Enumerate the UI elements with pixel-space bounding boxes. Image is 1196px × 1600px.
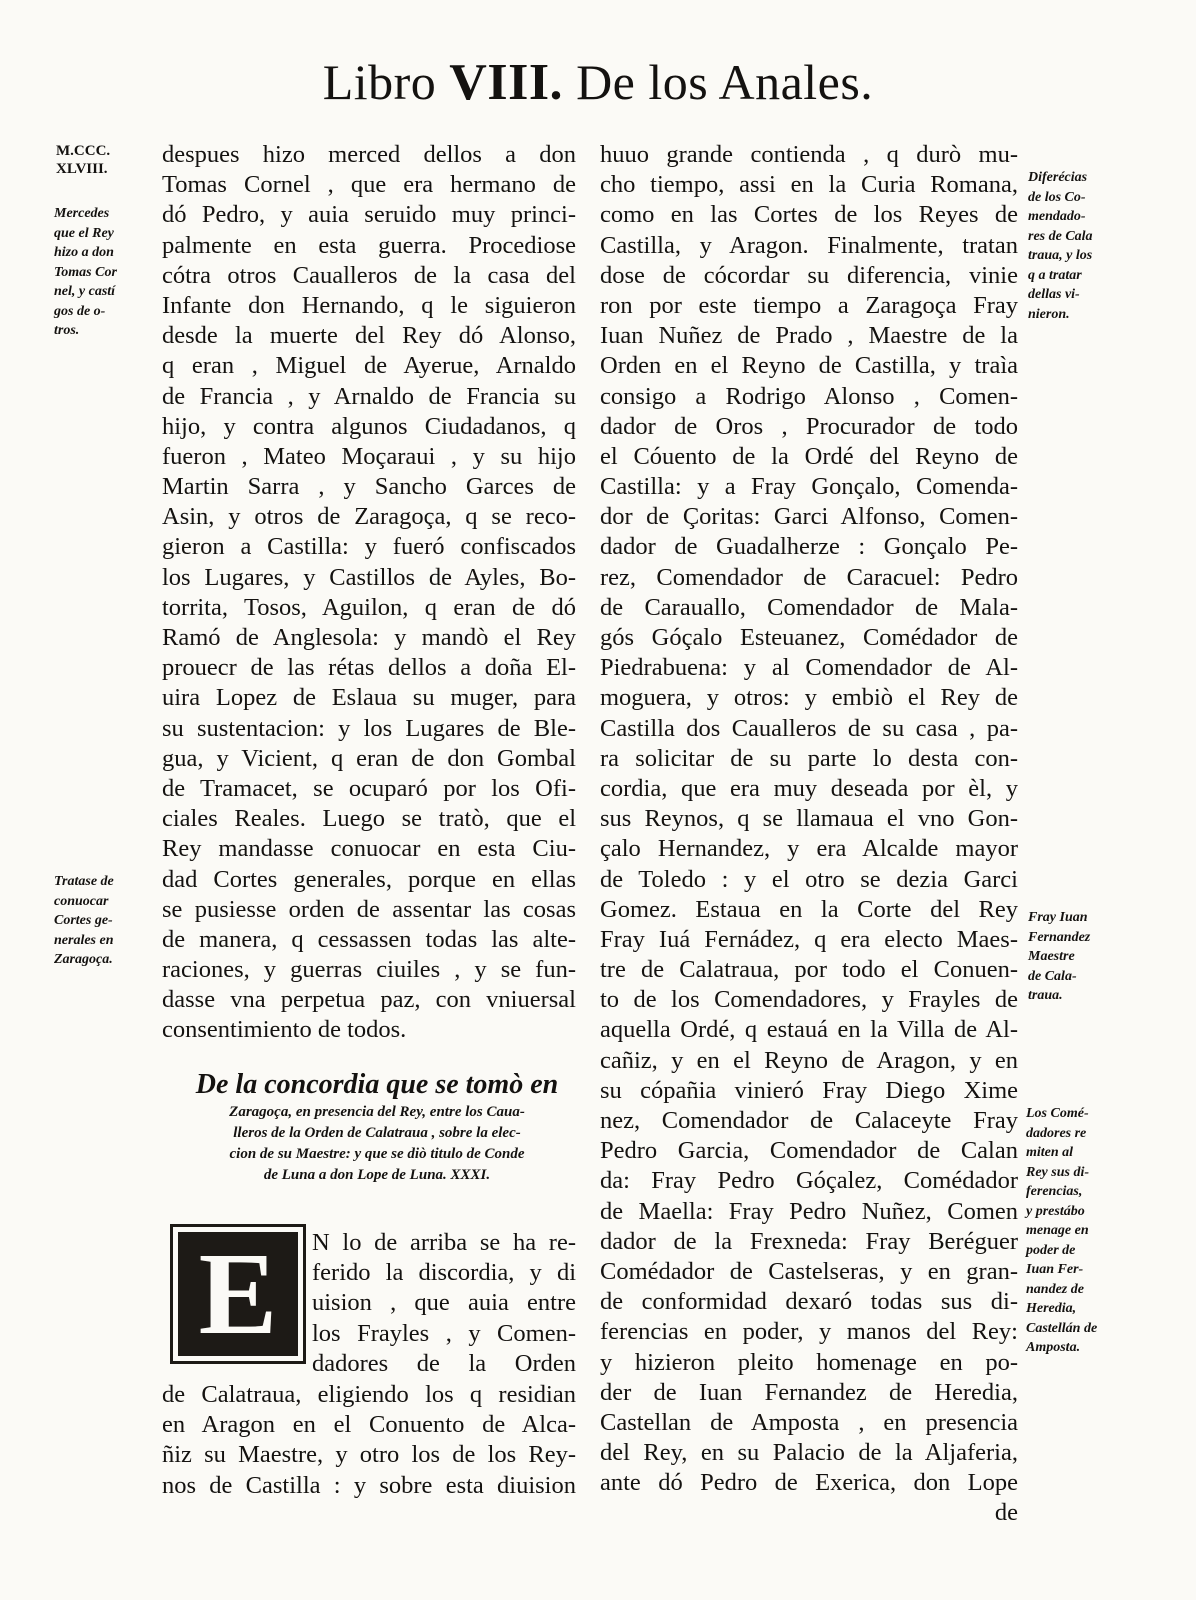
chapter-title: De la concordia que se tomò en (195, 1069, 559, 1100)
text-line: çalo Hernandez, y era Alcalde mayor (600, 835, 1018, 863)
text-line: huuo grande contienda , q durò mu- (600, 141, 1018, 168)
text-line: los Lugares, y Castillos de Ayles, Bo- (162, 563, 576, 591)
text-line: ferencias en poder, y manos del Rey: (600, 1318, 1018, 1346)
year-marginal (56, 142, 110, 178)
text-line: cordia, que era muy deseada por èl, y (600, 774, 1018, 802)
running-header (0, 52, 1196, 113)
margin-line: Los Comé- (1026, 1106, 1089, 1121)
margin-line: tros. (54, 323, 80, 338)
text-line: Fray Iuá Fernádez, q era electo Maes- (600, 925, 1018, 953)
dropcap-lines (312, 1228, 576, 1379)
text-line: Castilla: y a Fray Gonçalo, Comenda- (600, 473, 1018, 501)
margin-line: traua. (1028, 988, 1063, 1003)
text-line: uira Lopez de Eslaua su muger, para (162, 684, 576, 712)
margin-line: Cortes ge- (54, 913, 113, 928)
text-line: el Cóuento de la Ordé del Reyno de (600, 442, 1018, 470)
text-line: Castellan de Amposta , en presencia (600, 1408, 1018, 1436)
margin-line: que el Rey (54, 225, 114, 241)
text-line: to de los Comendadores, y Frayles de (600, 986, 1018, 1014)
text-line: del Rey, en su Palacio de la Aljaferia, (600, 1439, 1018, 1467)
text-line: N lo de arriba se ha re- (312, 1229, 576, 1256)
text-line: da: Fray Pedro Góçalez, Comédador (600, 1167, 1018, 1195)
text-line: de Tramacet, se ocuparó por los Ofi- (162, 774, 576, 802)
margin-note-comendadores (1026, 1104, 1097, 1358)
text-line: nez, Comendador de Calaceyte Fray (600, 1107, 1018, 1134)
text-line: gieron a Castilla: y fueró confiscados (162, 533, 576, 561)
text-line: Tomas Cornel , que era hermano de (162, 171, 576, 199)
margin-line: y prestábo (1026, 1203, 1085, 1219)
text-line: torrita, Tosos, Aguilon, q eran de dó (162, 593, 576, 621)
margin-line: dadores re (1026, 1125, 1087, 1141)
text-line: Piedrabuena: y al Comendador de Al- (600, 654, 1018, 682)
text-line: despues hizo merced dellos a don (162, 141, 576, 168)
text-line: ñiz su Maestre, y otro los de los Rey- (162, 1441, 576, 1469)
margin-line: res de Cala (1028, 228, 1093, 244)
text-line: nos de Castilla : y sobre esta diuision (162, 1471, 576, 1499)
margin-line: nieron. (1028, 306, 1070, 322)
margin-note-cortes (54, 872, 114, 970)
text-line: Castilla dos Caualleros de su casa , pa- (600, 714, 1018, 742)
margin-line: Castellán de (1026, 1320, 1098, 1336)
margin-line: ferencias, (1026, 1184, 1083, 1199)
text-line: dó Pedro, y auia seruido muy princi- (162, 201, 576, 229)
book-number: VIII. (449, 54, 564, 111)
text-line: dador de Oros , Procurador de todo (600, 412, 1018, 440)
text-line: consentimiento de todos. (162, 1016, 407, 1044)
text-line: consigo a Rodrigo Alonso , Comen- (600, 382, 1018, 410)
text-line: de Carauallo, Comendador de Mala- (600, 593, 1018, 621)
text-line: de Francia , y Arnaldo de Francia su (162, 382, 576, 410)
margin-line: poder de (1026, 1242, 1076, 1258)
text-line: desde la muerte del Rey dó Alonso, (162, 322, 576, 350)
text-line: sus Reynos, q se llamaua el vno Gon- (600, 805, 1018, 833)
text-line: gua, y Vicient, q eran de don Gombal (162, 744, 576, 772)
left-column (162, 140, 576, 1046)
text-line: Ramó de Anglesola: y mandò el Rey (162, 624, 576, 651)
text-line: raciones, y guerras ciuiles , y se fun- (162, 956, 576, 984)
margin-note-diferencias (1028, 168, 1093, 324)
margin-line: hizo a don (54, 245, 114, 260)
margin-line: gos de o- (54, 303, 106, 319)
text-line: se pusiesse orden de assentar las cosas (162, 895, 576, 923)
book-label: Libro (322, 54, 437, 110)
margin-line: Rey sus di- (1026, 1164, 1089, 1180)
text-line: Rey mandasse conuocar en esta Ciu- (162, 835, 576, 863)
margin-line: Tratase de (54, 874, 114, 889)
margin-line: Heredia, (1026, 1301, 1077, 1316)
text-line: Iuan Nuñez de Prado , Maestre de la (600, 322, 1018, 350)
chapter-subtitle-line: cion de su Maestre: y que se diò titulo de Conde (229, 1146, 525, 1162)
text-line: fueron , Mateo Moçaraui , y su hijo (162, 442, 576, 470)
text-line: der de Iuan Fernandez de Heredia, (600, 1378, 1018, 1406)
margin-line: de Cala- (1028, 968, 1077, 984)
text-line: dad Cortes generales, porque en ellas (162, 865, 576, 893)
text-line: ferido la discordia, y di (312, 1259, 576, 1287)
text-line: dose de cócordar su diferencia, vinie (600, 261, 1018, 289)
text-line: cótra otros Caualleros de la casa del (162, 261, 576, 289)
chapter-subtitle-line: Zaragoça, en presencia del Rey, entre los Caua- (229, 1104, 525, 1120)
text-line: hijo, y contra algunos Ciudadanos, q (162, 412, 576, 440)
text-line: dador de la Frexneda: Fray Beréguer (600, 1227, 1018, 1255)
margin-line: q a tratar (1028, 267, 1082, 283)
year-line: M.CCC. (56, 143, 111, 159)
text-line: Pedro Garcia, Comendador de Calan (600, 1137, 1018, 1165)
text-line: cho tiempo, assi en la Curia Romana, (600, 171, 1018, 199)
catchword: de (994, 1499, 1018, 1527)
margin-line: de los Co- (1028, 189, 1086, 205)
text-line: Gomez. Estaua en la Corte del Rey (600, 895, 1018, 923)
text-line: de Calatraua, eligiendo los q residian (162, 1381, 576, 1408)
chapter-subtitle-line: de Luna a don Lope de Luna. XXXI. (263, 1167, 491, 1183)
text-line: moguera, y otros: y embiò el Rey de (600, 684, 1018, 712)
text-line: Infante don Hernando, q le siguieron (162, 291, 576, 319)
right-column (600, 140, 1018, 1529)
text-line: los Frayles , y Comen- (312, 1319, 576, 1347)
margin-line: Zaragoça. (54, 952, 113, 967)
text-line: como en las Cortes de los Reyes de (600, 201, 1018, 229)
margin-line: traua, y los (1028, 248, 1093, 263)
text-line: su cópañia vinieró Fray Diego Xime (600, 1076, 1018, 1104)
header-title: De los Anales. (576, 54, 874, 110)
text-line: uision , que auia entre (312, 1289, 576, 1317)
chapter-subtitle-line: lleros de la Orden de Calatraua , sobre la elec- (233, 1125, 521, 1141)
margin-line: nel, y castí (54, 284, 116, 299)
text-line: ante dó Pedro de Exerica, don Lope (600, 1469, 1018, 1497)
margin-line: dellas vi- (1028, 287, 1080, 302)
text-line: de Maella: Fray Pedro Nuñez, Comen (600, 1197, 1018, 1225)
text-line: dadores de la Orden (312, 1349, 576, 1377)
margin-line: nerales en (54, 932, 114, 948)
text-line: prouecr de las rétas dellos a doña El- (162, 654, 576, 682)
margin-line: Fernandez (1028, 929, 1091, 945)
margin-line: miten al (1026, 1145, 1074, 1160)
text-line: dador de Guadalherze : Gonçalo Pe- (600, 533, 1018, 561)
after-dropcap-lines (162, 1380, 576, 1501)
text-line: en Aragon en el Conuento de Alca- (162, 1411, 576, 1439)
margin-note-mercedes (54, 204, 117, 341)
text-line: su sustentacion: y los Lugares de Ble- (162, 714, 576, 742)
text-line: ron por este tiempo a Zaragoça Fray (600, 291, 1018, 319)
text-line: rez, Comendador de Caracuel: Pedro (600, 563, 1018, 591)
text-line: y hizieron pleito homenage en po- (600, 1348, 1018, 1376)
text-line: tre de Calatraua, por todo el Conuen- (600, 956, 1018, 984)
text-line: cañiz, y en el Reyno de Aragon, y en (600, 1046, 1018, 1074)
text-line: Martin Sarra , y Sancho Garces de (162, 473, 576, 501)
text-line: dasse vna perpetua paz, con vniuersal (162, 986, 576, 1014)
drop-cap-initial: E (170, 1224, 306, 1364)
text-line: de Toledo : y el otro se dezia Garci (600, 865, 1018, 893)
year-line: XLVIII. (56, 161, 108, 177)
text-line: gós Góçalo Esteuanez, Comédador de (600, 624, 1018, 651)
text-line: Castilla, y Aragon. Finalmente, tratan (600, 231, 1018, 259)
margin-line: Maestre (1028, 949, 1075, 964)
margin-line: Tomas Cor (54, 264, 117, 280)
text-line: de manera, q cessassen todas las alte- (162, 925, 576, 953)
margin-line: conuocar (54, 893, 109, 909)
margin-line: menage en (1026, 1223, 1089, 1238)
text-line: palmente en esta guerra. Procediose (162, 231, 576, 259)
text-line: ciales Reales. Luego se tratò, que el (162, 805, 576, 833)
chapter-heading (162, 1068, 592, 1186)
text-line: dor de Çoritas: Garci Alfonso, Comen- (600, 503, 1018, 531)
margin-line: Iuan Fer- (1026, 1262, 1084, 1277)
margin-line: Fray Iuan (1028, 910, 1088, 925)
text-line: aquella Ordé, q estauá en la Villa de Al- (600, 1016, 1018, 1044)
text-line: de conformidad dexaró todas sus di- (600, 1288, 1018, 1316)
text-line: q eran , Miguel de Ayerue, Arnaldo (162, 352, 576, 380)
margin-line: Amposta. (1026, 1340, 1081, 1355)
text-line: Orden en el Reyno de Castilla, y traìa (600, 352, 1018, 380)
text-line: ra solicitar de su parte lo desta con- (600, 744, 1018, 772)
text-line: Comédador de Castelseras, y en gran- (600, 1257, 1018, 1285)
margin-line: mendado- (1028, 209, 1086, 224)
margin-line: nandez de (1026, 1281, 1084, 1297)
margin-note-fray-juan (1028, 908, 1090, 1006)
margin-line: Mercedes (54, 206, 110, 221)
text-line: Asin, y otros de Zaragoça, q se reco- (162, 503, 576, 531)
margin-line: Diferécias (1028, 170, 1088, 185)
